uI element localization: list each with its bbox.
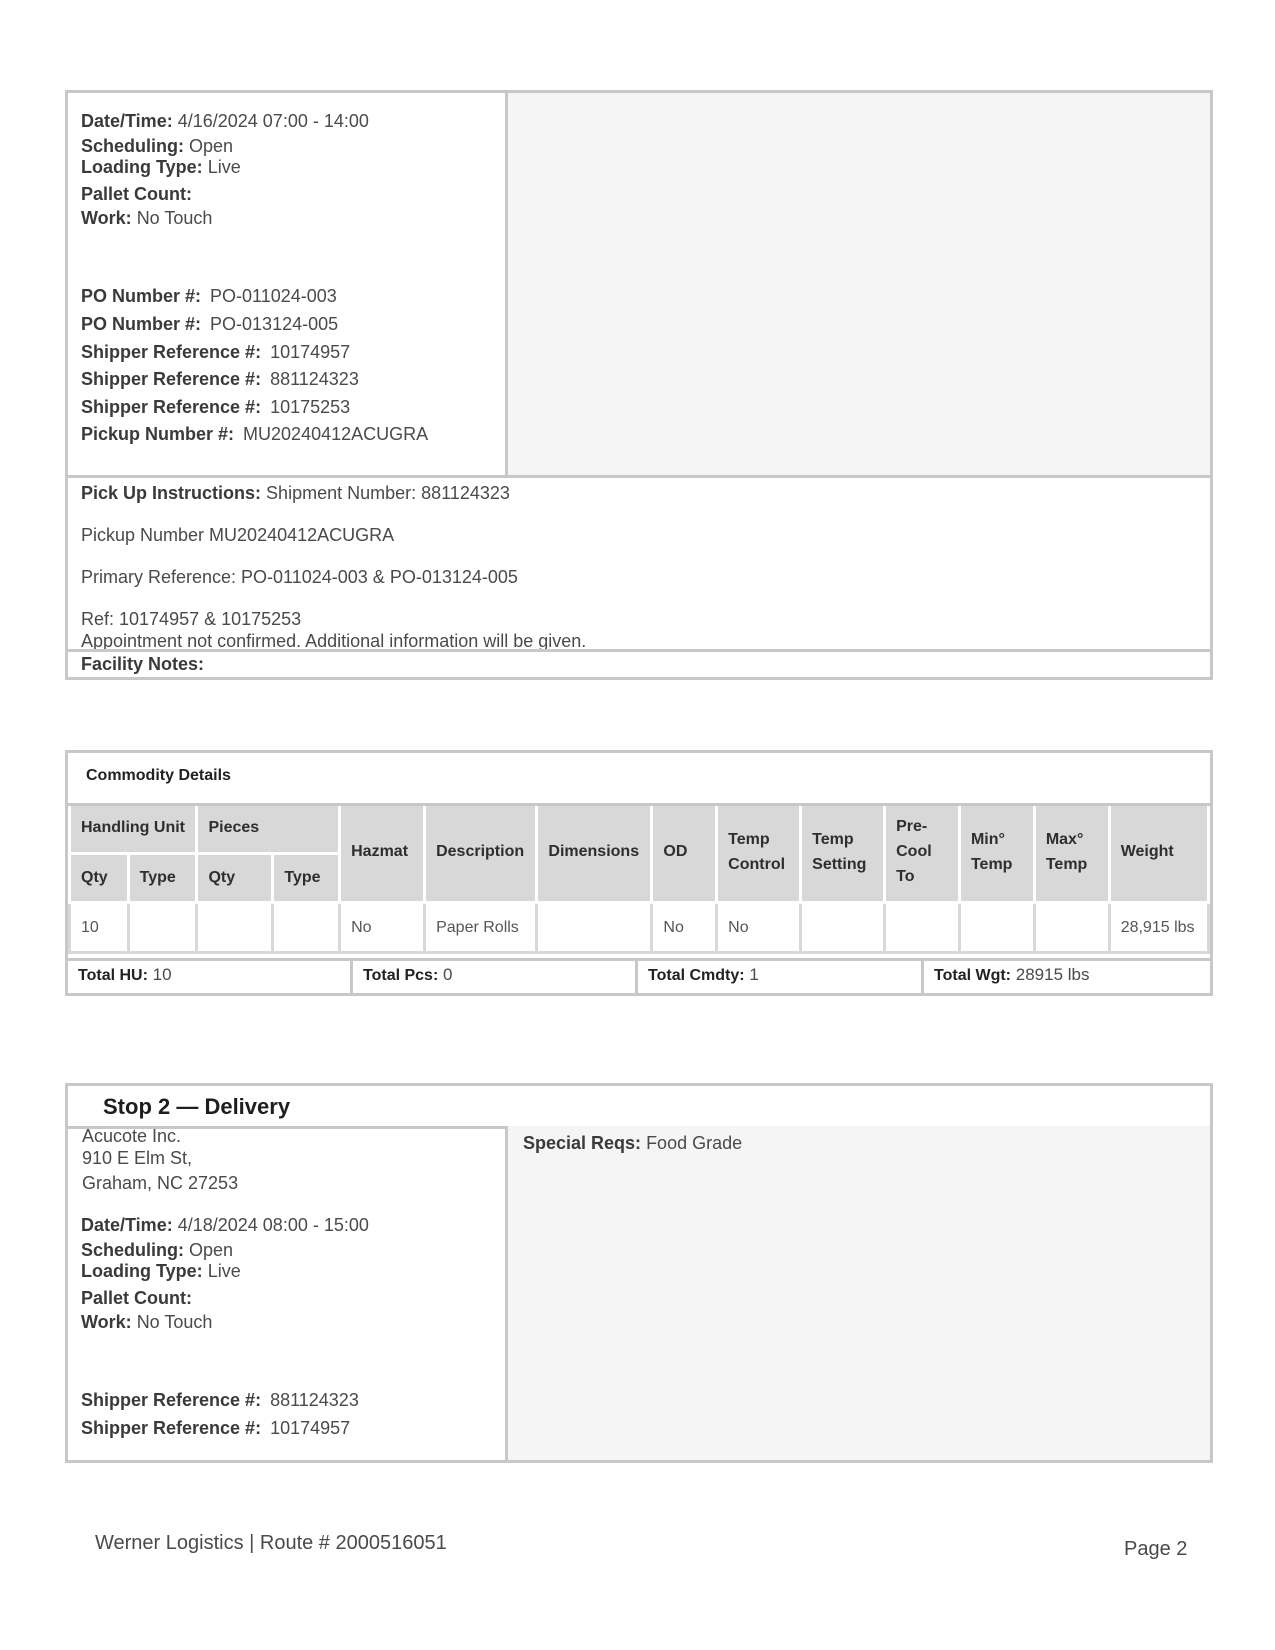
stop2-details [68, 1126, 508, 1460]
stop1-scheduling: Scheduling: Open [81, 136, 234, 156]
stop2-ref-row: Shipper Reference #: 881124323 [81, 1390, 359, 1410]
col-hu-type: Type [128, 853, 197, 902]
col-description: Description [425, 803, 537, 902]
stop2-title: Stop 2 — Delivery [68, 1086, 1210, 1129]
col-handling-unit: Handling Unit [70, 803, 197, 853]
col-hazmat: Hazmat [340, 803, 425, 902]
stop1-side-panel [508, 93, 1210, 475]
col-pc-type: Type [273, 853, 340, 902]
special-reqs: Special Reqs: Food Grade [523, 1133, 743, 1153]
col-hu-qty: Qty [70, 853, 129, 902]
col-max-temp: Max° Temp [1034, 803, 1109, 902]
col-min-temp: Min° Temp [959, 803, 1034, 902]
stop1-panel [65, 90, 1213, 680]
stop1-loading-type: Loading Type: Live [81, 157, 241, 177]
stop2-address1: 910 E Elm St, [82, 1148, 193, 1168]
stop1-ref-row: Shipper Reference #: 10175253 [81, 397, 351, 417]
stop1-pallet-count: Pallet Count: [81, 184, 192, 204]
stop2-scheduling: Scheduling: Open [81, 1240, 234, 1260]
stop2-work: Work: No Touch [81, 1312, 213, 1332]
stop2-datetime: Date/Time: 4/18/2024 08:00 - 15:00 [81, 1215, 369, 1235]
pickup-instructions: Pick Up Instructions: Shipment Number: 881124323 Pickup Number MU20240412ACUGRA Primary Reference: PO-011024-003 & PO-013124-005 Ref: 10174957 & 10175253 Appointment not confirmed. Additional information will be given. [68, 475, 1210, 649]
col-weight: Weight [1109, 803, 1208, 902]
stop2-ref-row: Shipper Reference #: 10174957 [81, 1418, 351, 1438]
stop1-details [68, 93, 508, 475]
stop1-ref-row: PO Number #: PO-011024-003 [81, 286, 337, 306]
facility-notes: Facility Notes: [68, 649, 1210, 677]
commodity-title: Commodity Details [86, 767, 231, 784]
total-pcs: Total Pcs: 0 [353, 961, 638, 993]
commodity-totals [68, 958, 1210, 996]
footer-route: Werner Logistics | Route # 2000516051 [95, 1532, 447, 1554]
total-wgt: Total Wgt: 28915 lbs [934, 965, 1090, 984]
stop2-pallet-count: Pallet Count: [81, 1288, 192, 1308]
stop2-company: Acucote Inc. [82, 1126, 182, 1146]
col-pc-qty: Qty [197, 853, 273, 902]
table-row: 10 No Paper Rolls No No 28,915 lbs [70, 902, 1209, 952]
stop1-ref-row: PO Number #: PO-013124-005 [81, 314, 339, 334]
col-pieces: Pieces [197, 803, 340, 853]
commodity-details-panel [65, 750, 1213, 996]
col-precool: Pre-Cool To [885, 803, 960, 902]
stop2-loading-type: Loading Type: Live [81, 1261, 241, 1281]
stop1-work: Work: No Touch [81, 208, 213, 228]
stop2-address2: Graham, NC 27253 [82, 1173, 239, 1193]
stop1-ref-row: Shipper Reference #: 10174957 [81, 342, 351, 362]
col-temp-control: Temp Control [717, 803, 801, 902]
stop1-datetime: Date/Time: 4/16/2024 07:00 - 14:00 [81, 111, 369, 131]
col-od: OD [652, 803, 717, 902]
col-temp-setting: Temp Setting [801, 803, 885, 902]
col-dimensions: Dimensions [537, 803, 652, 902]
stop2-special-panel [508, 1126, 1210, 1460]
total-hu: Total HU: 10 [68, 961, 353, 993]
stop2-panel [65, 1083, 1213, 1463]
commodity-table [68, 803, 1210, 954]
stop1-ref-row: Shipper Reference #: 881124323 [81, 369, 359, 389]
total-cmdty: Total Cmdty: 1 [638, 961, 924, 993]
stop1-ref-row: Pickup Number #: MU20240412ACUGRA [81, 424, 429, 444]
page-number: Page 2 [1124, 1538, 1188, 1560]
